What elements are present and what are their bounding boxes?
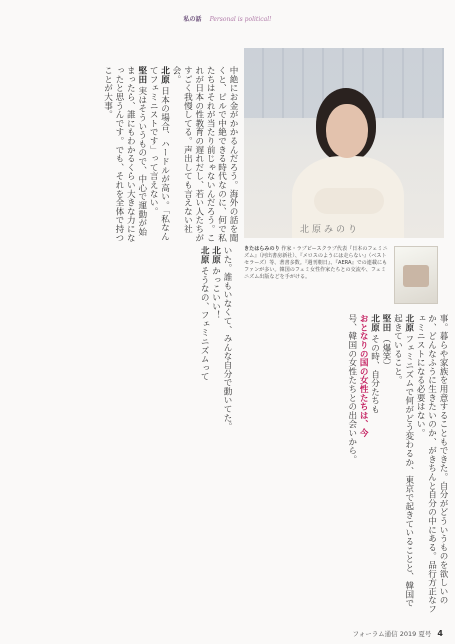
book-cover-image: [394, 246, 438, 304]
article-paragraph: 日本の場合、ハードルが高い。「私なんてフェミニストです」って言えない。: [148, 66, 170, 241]
article-column-right: [244, 314, 448, 616]
page-footer: [353, 629, 443, 638]
article-paragraph: いた。誰もいなくて、みんな自分で動いてた。: [222, 246, 232, 431]
highlight-heading: おとなりの国の女性たちは、今: [358, 314, 369, 438]
article-paragraph: 事。暮らや家族を用意することもできた。自分がどういうものを欲しいのか、どんなふうに生きたいのか、がきちんと自分の中にある。品行方正なフェミニストになる必要はない。: [415, 314, 448, 614]
article-paragraph: フェミニズムで何がどう変わるか、東京で起きていることと、韓国で起きていること。: [392, 314, 414, 608]
photo-face: [326, 104, 368, 158]
article-column-bottom-left: [6, 246, 232, 616]
speaker-label: 北原: [210, 246, 221, 264]
article-paragraph: そうなの、フェミニズムって: [199, 266, 210, 381]
article-paragraph: 号、韓国の女性たちとの出会いから。: [346, 314, 357, 464]
article-paragraph: 中絶にお金がかかるんだろう。海外の話を聞くと、ピルで中絶できる時代なのに、何で私たちはそれが当たり前じゃないんだろう。これが日本の性教育の遅れだし、若い人たちがすごく我慢してる。声出しても言えない社会。: [170, 66, 238, 242]
speaker-label: 北原: [159, 66, 170, 84]
header-title-en: Personal is political!: [209, 16, 272, 23]
photo-caption: 北原みのり: [300, 225, 361, 235]
article-paragraph: （爆笑）: [380, 334, 391, 370]
article-paragraph: その時、自分たちも: [369, 334, 380, 414]
magazine-title: フォーラム通信 2019 夏号: [352, 630, 432, 638]
speaker-label: 堅田: [380, 314, 391, 332]
speaker-label: 北原: [403, 314, 414, 332]
article-column-top: [16, 66, 238, 242]
speaker-label: 北原: [199, 246, 210, 264]
page-header: [0, 6, 455, 23]
profile-body: 作家・ラブピースクラブ代表『日本のフェミニズム』（河出書房新社）、『メロスのようには走らない』（ベストセラーズ）等、著書多数。『週刊朝日』、『AERA』での連載にもファンが多い。韓国のフェミ女性作家たちとの交流や、フェミニズム出版などを手がける。: [244, 246, 388, 280]
photo-arms: [314, 188, 384, 214]
speaker-label: 北原: [369, 314, 380, 332]
article-paragraph: かっこいい！: [210, 266, 221, 320]
portrait-photo: [244, 48, 444, 238]
author-profile: [244, 246, 444, 308]
speaker-label: 堅田: [136, 66, 147, 84]
article-paragraph: 実はそういうもので、中心で運動が始まったら、誰にもわかるくらい大きな力になったと思うんです。でも、それを全体で持つことが大事。: [102, 66, 147, 242]
profile-name: きたはらみのり: [244, 246, 280, 252]
header-title-jp: 私の話: [183, 16, 202, 23]
profile-text: [244, 246, 394, 308]
page-number: 4: [437, 629, 443, 638]
